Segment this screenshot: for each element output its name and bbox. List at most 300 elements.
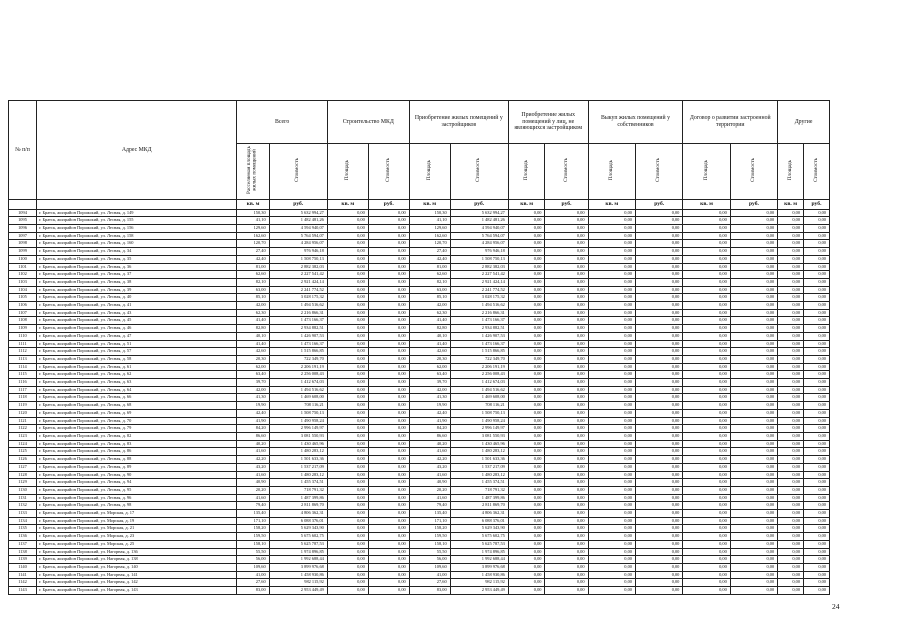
row-number: 1096 (9, 225, 37, 233)
group-purchase-non-developers: Приобретение жилых помещений у лиц, не являющихся застройщиком (508, 101, 588, 144)
unit-cost: руб. (545, 199, 588, 209)
unit-cost: руб. (635, 199, 682, 209)
row-buyout-cost: 0,00 (635, 456, 682, 464)
row-number: 1103 (9, 278, 37, 286)
row-developers-cost: 1 482 481,26 (450, 217, 508, 225)
row-construction-cost: 0,00 (368, 271, 409, 279)
unit-area: кв. м (588, 199, 635, 209)
row-other-area: 0,00 (778, 371, 804, 379)
row-non-developers-cost: 0,00 (545, 225, 588, 233)
row-territory-cost: 0,00 (730, 263, 777, 271)
row-non-developers-area: 0,00 (508, 340, 545, 348)
row-address: г. Братск, жилрайон Порожский, ул. Лесная, д. 66 (37, 394, 237, 402)
row-developers-cost: 1 480 283,12 (450, 471, 508, 479)
row-non-developers-area: 0,00 (508, 209, 545, 217)
row-territory-area: 0,00 (683, 463, 730, 471)
row-other-area: 0,00 (778, 325, 804, 333)
row-total-cost: 2 206 191,19 (269, 363, 327, 371)
row-territory-cost: 0,00 (730, 510, 777, 518)
row-buyout-area: 0,00 (588, 525, 635, 533)
row-address: г. Братск, жилрайон Порожский, ул. Лесная, д. 88 (37, 456, 237, 464)
row-non-developers-cost: 0,00 (545, 294, 588, 302)
row-non-developers-area: 0,00 (508, 355, 545, 363)
row-other-area: 0,00 (778, 440, 804, 448)
row-territory-area: 0,00 (683, 302, 730, 310)
row-other-area: 0,00 (778, 309, 804, 317)
sub-header-construction-area: Площадь (327, 144, 368, 200)
row-total-cost: 4 284 956,07 (269, 240, 327, 248)
row-territory-area: 0,00 (683, 402, 730, 410)
row-buyout-area: 0,00 (588, 448, 635, 456)
resettlement-table-sheet (8, 100, 830, 595)
row-developers-area: 55,50 (409, 548, 450, 556)
row-territory-area: 0,00 (683, 394, 730, 402)
row-other-cost: 0,00 (804, 510, 830, 518)
row-total-area: 158,20 (237, 525, 269, 533)
row-territory-cost: 0,00 (730, 548, 777, 556)
row-developers-cost: 5 632 994,27 (450, 209, 508, 217)
row-total-cost: 3 028 175,32 (269, 294, 327, 302)
table-row (9, 579, 830, 587)
row-construction-cost: 0,00 (368, 563, 409, 571)
row-non-developers-area: 0,00 (508, 363, 545, 371)
row-developers-area: 41,60 (409, 494, 450, 502)
row-other-area: 0,00 (778, 209, 804, 217)
row-developers-area: 129,60 (409, 225, 450, 233)
row-territory-area: 0,00 (683, 255, 730, 263)
row-construction-cost: 0,00 (368, 309, 409, 317)
row-non-developers-area: 0,00 (508, 348, 545, 356)
row-non-developers-area: 0,00 (508, 548, 545, 556)
row-territory-cost: 0,00 (730, 348, 777, 356)
row-total-cost: 5 625 787,53 (269, 540, 327, 548)
row-construction-area: 0,00 (327, 240, 368, 248)
row-total-cost: 2 934 882,51 (269, 325, 327, 333)
sub-header-other-cost: Стоимость (804, 144, 830, 200)
row-non-developers-area: 0,00 (508, 248, 545, 256)
row-construction-area: 0,00 (327, 579, 368, 587)
row-buyout-area: 0,00 (588, 394, 635, 402)
row-developers-cost: 982 115,92 (450, 579, 508, 587)
row-buyout-cost: 0,00 (635, 548, 682, 556)
row-territory-area: 0,00 (683, 571, 730, 579)
table-row (9, 448, 830, 456)
row-address: г. Братск, жилрайон Порожский, ул. Нагорная, д. 143 (37, 587, 237, 595)
row-total-cost: 1 469 608,00 (269, 394, 327, 402)
row-address: г. Братск, жилрайон Порожский, ул. Лесная, д. 155 (37, 217, 237, 225)
row-other-cost: 0,00 (804, 417, 830, 425)
row-buyout-cost: 0,00 (635, 302, 682, 310)
row-buyout-cost: 0,00 (635, 479, 682, 487)
row-construction-cost: 0,00 (368, 440, 409, 448)
row-other-area: 0,00 (778, 540, 804, 548)
row-construction-area: 0,00 (327, 456, 368, 464)
row-developers-area: 41,90 (409, 417, 450, 425)
row-non-developers-cost: 0,00 (545, 386, 588, 394)
row-territory-cost: 0,00 (730, 379, 777, 387)
row-buyout-area: 0,00 (588, 325, 635, 333)
row-developers-cost: 4 284 956,07 (450, 240, 508, 248)
row-territory-cost: 0,00 (730, 440, 777, 448)
row-total-area: 41,40 (237, 340, 269, 348)
row-buyout-cost: 0,00 (635, 394, 682, 402)
row-developers-area: 158,10 (409, 540, 450, 548)
row-other-cost: 0,00 (804, 355, 830, 363)
row-buyout-area: 0,00 (588, 425, 635, 433)
row-developers-area: 63,40 (409, 371, 450, 379)
row-developers-cost: 1 487 399,86 (450, 494, 508, 502)
row-number: 1106 (9, 302, 37, 310)
row-address: г. Братск, жилрайон Порожский, ул. Лесная, д. 34 (37, 248, 237, 256)
row-buyout-area: 0,00 (588, 517, 635, 525)
row-buyout-area: 0,00 (588, 355, 635, 363)
row-construction-area: 0,00 (327, 540, 368, 548)
row-other-area: 0,00 (778, 386, 804, 394)
row-developers-cost: 1 480 283,12 (450, 448, 508, 456)
row-construction-area: 0,00 (327, 409, 368, 417)
row-buyout-cost: 0,00 (635, 425, 682, 433)
row-construction-cost: 0,00 (368, 209, 409, 217)
col-number-header: № п/п (9, 101, 37, 200)
row-other-cost: 0,00 (804, 317, 830, 325)
row-buyout-cost: 0,00 (635, 286, 682, 294)
row-construction-area: 0,00 (327, 379, 368, 387)
row-number: 1117 (9, 386, 37, 394)
row-non-developers-cost: 0,00 (545, 309, 588, 317)
row-buyout-area: 0,00 (588, 263, 635, 271)
row-total-area: 41,60 (237, 494, 269, 502)
row-construction-cost: 0,00 (368, 571, 409, 579)
row-address: г. Братск, жилрайон Порожский, ул. Нагорная, д. 138 (37, 556, 237, 564)
row-territory-cost: 0,00 (730, 432, 777, 440)
row-developers-area: 109,60 (409, 563, 450, 571)
table-row (9, 587, 830, 595)
row-buyout-area: 0,00 (588, 317, 635, 325)
row-developers-area: 84,20 (409, 425, 450, 433)
row-non-developers-cost: 0,00 (545, 494, 588, 502)
row-territory-cost: 0,00 (730, 294, 777, 302)
row-developers-cost: 1 515 866,85 (450, 348, 508, 356)
row-non-developers-cost: 0,00 (545, 540, 588, 548)
row-address: г. Братск, жилрайон Порожский, ул. Лесная, д. 158 (37, 232, 237, 240)
group-other: Другие (778, 101, 830, 144)
row-total-cost: 1 487 399,86 (269, 494, 327, 502)
row-total-area: 56,00 (237, 556, 269, 564)
row-non-developers-cost: 0,00 (545, 525, 588, 533)
row-buyout-cost: 0,00 (635, 278, 682, 286)
row-territory-cost: 0,00 (730, 309, 777, 317)
row-address: г. Братск, жилрайон Порожский, ул. Лесная, д. 95 (37, 486, 237, 494)
row-address: г. Братск, жилрайон Порожский, ул. Лесная, д. 43 (37, 309, 237, 317)
row-construction-cost: 0,00 (368, 317, 409, 325)
row-total-area: 39,70 (237, 379, 269, 387)
row-number: 1118 (9, 394, 37, 402)
row-territory-cost: 0,00 (730, 417, 777, 425)
row-total-area: 20,20 (237, 486, 269, 494)
row-address: г. Братск, жилрайон Порожский, ул. Морская, д. 19 (37, 517, 237, 525)
row-address: г. Братск, жилрайон Порожский, ул. Лесная, д. 57 (37, 348, 237, 356)
row-territory-area: 0,00 (683, 363, 730, 371)
row-non-developers-area: 0,00 (508, 294, 545, 302)
row-territory-cost: 0,00 (730, 579, 777, 587)
row-construction-cost: 0,00 (368, 463, 409, 471)
row-construction-area: 0,00 (327, 448, 368, 456)
row-construction-area: 0,00 (327, 394, 368, 402)
resettlement-table (8, 100, 830, 595)
row-total-cost: 1 473 166,37 (269, 340, 327, 348)
row-territory-area: 0,00 (683, 409, 730, 417)
row-other-cost: 0,00 (804, 255, 830, 263)
row-construction-cost: 0,00 (368, 248, 409, 256)
row-address: г. Братск, жилрайон Порожский, ул. Лесная, д. 156 (37, 225, 237, 233)
row-number: 1136 (9, 533, 37, 541)
row-buyout-cost: 0,00 (635, 248, 682, 256)
row-developers-area: 42,40 (409, 255, 450, 263)
row-other-cost: 0,00 (804, 432, 830, 440)
row-territory-area: 0,00 (683, 217, 730, 225)
row-other-cost: 0,00 (804, 363, 830, 371)
row-non-developers-cost: 0,00 (545, 425, 588, 433)
row-construction-cost: 0,00 (368, 302, 409, 310)
row-developers-cost: 2 241 774,52 (450, 286, 508, 294)
row-territory-area: 0,00 (683, 240, 730, 248)
table-row (9, 571, 830, 579)
row-other-cost: 0,00 (804, 440, 830, 448)
row-construction-cost: 0,00 (368, 425, 409, 433)
row-construction-area: 0,00 (327, 263, 368, 271)
row-total-cost: 1 482 481,26 (269, 217, 327, 225)
row-developers-cost: 1 490 958,24 (450, 417, 508, 425)
row-construction-cost: 0,00 (368, 533, 409, 541)
unit-blank-address (37, 199, 237, 209)
row-other-area: 0,00 (778, 456, 804, 464)
row-number: 1112 (9, 348, 37, 356)
row-buyout-cost: 0,00 (635, 533, 682, 541)
row-construction-area: 0,00 (327, 217, 368, 225)
row-developers-area: 63,00 (409, 286, 450, 294)
row-territory-cost: 0,00 (730, 471, 777, 479)
table-row (9, 271, 830, 279)
row-buyout-cost: 0,00 (635, 340, 682, 348)
row-construction-cost: 0,00 (368, 432, 409, 440)
row-address: г. Братск, жилрайон Порожский, ул. Лесная, д. 89 (37, 463, 237, 471)
table-row (9, 317, 830, 325)
table-row (9, 556, 830, 564)
row-construction-cost: 0,00 (368, 286, 409, 294)
table-row (9, 563, 830, 571)
row-territory-area: 0,00 (683, 371, 730, 379)
row-other-area: 0,00 (778, 379, 804, 387)
row-buyout-cost: 0,00 (635, 294, 682, 302)
row-developers-cost: 2 206 191,19 (450, 363, 508, 371)
table-row (9, 440, 830, 448)
row-non-developers-cost: 0,00 (545, 209, 588, 217)
row-other-cost: 0,00 (804, 525, 830, 533)
row-non-developers-cost: 0,00 (545, 325, 588, 333)
row-other-area: 0,00 (778, 217, 804, 225)
row-territory-cost: 0,00 (730, 302, 777, 310)
row-other-cost: 0,00 (804, 209, 830, 217)
row-developers-area: 42,60 (409, 348, 450, 356)
page-number: 24 (832, 602, 840, 611)
unit-area: кв. м (683, 199, 730, 209)
row-buyout-area: 0,00 (588, 533, 635, 541)
col-address-header: Адрес МКД (37, 101, 237, 200)
row-other-cost: 0,00 (804, 563, 830, 571)
row-other-area: 0,00 (778, 563, 804, 571)
row-construction-area: 0,00 (327, 386, 368, 394)
row-territory-area: 0,00 (683, 425, 730, 433)
row-number: 1143 (9, 587, 37, 595)
row-other-area: 0,00 (778, 263, 804, 271)
row-construction-cost: 0,00 (368, 494, 409, 502)
row-non-developers-area: 0,00 (508, 402, 545, 410)
table-row (9, 240, 830, 248)
row-total-cost: 1 501 633,36 (269, 456, 327, 464)
row-buyout-cost: 0,00 (635, 525, 682, 533)
row-non-developers-area: 0,00 (508, 579, 545, 587)
row-other-cost: 0,00 (804, 471, 830, 479)
row-non-developers-cost: 0,00 (545, 448, 588, 456)
sub-header-other-area: Площадь (778, 144, 804, 200)
row-developers-area: 159,50 (409, 533, 450, 541)
row-non-developers-area: 0,00 (508, 371, 545, 379)
row-territory-area: 0,00 (683, 348, 730, 356)
table-row (9, 379, 830, 387)
row-buyout-cost: 0,00 (635, 379, 682, 387)
row-other-cost: 0,00 (804, 278, 830, 286)
row-territory-cost: 0,00 (730, 463, 777, 471)
row-address: г. Братск, жилрайон Порожский, ул. Лесная, д. 62 (37, 371, 237, 379)
row-other-cost: 0,00 (804, 225, 830, 233)
row-address: г. Братск, жилрайон Порожский, ул. Морская, д. 21 (37, 525, 237, 533)
row-non-developers-area: 0,00 (508, 571, 545, 579)
row-buyout-area: 0,00 (588, 440, 635, 448)
row-total-area: 171,10 (237, 517, 269, 525)
row-other-cost: 0,00 (804, 486, 830, 494)
row-other-area: 0,00 (778, 332, 804, 340)
row-buyout-area: 0,00 (588, 302, 635, 310)
row-non-developers-cost: 0,00 (545, 332, 588, 340)
row-territory-area: 0,00 (683, 548, 730, 556)
unit-area: кв. м (327, 199, 368, 209)
row-non-developers-cost: 0,00 (545, 479, 588, 487)
row-other-area: 0,00 (778, 463, 804, 471)
row-number: 1127 (9, 463, 37, 471)
row-total-area: 43,20 (237, 463, 269, 471)
row-developers-cost: 3 899 976,68 (450, 563, 508, 571)
row-other-cost: 0,00 (804, 425, 830, 433)
row-non-developers-area: 0,00 (508, 556, 545, 564)
row-construction-area: 0,00 (327, 463, 368, 471)
row-total-area: 62,30 (237, 309, 269, 317)
row-construction-cost: 0,00 (368, 255, 409, 263)
row-territory-cost: 0,00 (730, 563, 777, 571)
row-number: 1139 (9, 556, 37, 564)
row-total-cost: 2 811 869,70 (269, 502, 327, 510)
row-developers-area: 62,30 (409, 309, 450, 317)
row-number: 1124 (9, 440, 37, 448)
row-territory-cost: 0,00 (730, 448, 777, 456)
row-territory-cost: 0,00 (730, 540, 777, 548)
row-other-area: 0,00 (778, 394, 804, 402)
row-construction-area: 0,00 (327, 355, 368, 363)
row-non-developers-area: 0,00 (508, 502, 545, 510)
row-developers-area: 40,20 (409, 440, 450, 448)
row-number: 1140 (9, 563, 37, 571)
row-address: г. Братск, жилрайон Порожский, ул. Лесная, д. 47 (37, 332, 237, 340)
row-total-area: 82,10 (237, 278, 269, 286)
table-row (9, 209, 830, 217)
row-address: г. Братск, жилрайон Порожский, ул. Лесная, д. 70 (37, 417, 237, 425)
row-address: г. Братск, жилрайон Порожский, ул. Лесная, д. 86 (37, 448, 237, 456)
row-non-developers-cost: 0,00 (545, 263, 588, 271)
row-number: 1111 (9, 340, 37, 348)
row-developers-area: 39,70 (409, 379, 450, 387)
row-developers-cost: 1 458 930,86 (450, 571, 508, 579)
row-total-area: 41,60 (237, 448, 269, 456)
row-territory-area: 0,00 (683, 479, 730, 487)
row-other-cost: 0,00 (804, 587, 830, 595)
row-non-developers-area: 0,00 (508, 463, 545, 471)
row-other-area: 0,00 (778, 571, 804, 579)
row-number: 1137 (9, 540, 37, 548)
row-developers-cost: 1 508 750,13 (450, 409, 508, 417)
row-non-developers-area: 0,00 (508, 317, 545, 325)
row-developers-area: 42,00 (409, 302, 450, 310)
row-construction-area: 0,00 (327, 248, 368, 256)
row-number: 1104 (9, 286, 37, 294)
row-construction-cost: 0,00 (368, 348, 409, 356)
row-developers-area: 162,60 (409, 232, 450, 240)
row-total-cost: 1 430 465,96 (269, 440, 327, 448)
row-address: г. Братск, жилрайон Порожский, ул. Нагорная, д. 142 (37, 579, 237, 587)
table-row (9, 502, 830, 510)
row-non-developers-area: 0,00 (508, 517, 545, 525)
row-non-developers-cost: 0,00 (545, 587, 588, 595)
row-buyout-area: 0,00 (588, 294, 635, 302)
row-developers-area: 56,00 (409, 556, 450, 564)
row-construction-cost: 0,00 (368, 363, 409, 371)
row-construction-cost: 0,00 (368, 225, 409, 233)
row-address: г. Братск, жилрайон Порожский, ул. Лесная, д. 82 (37, 432, 237, 440)
row-construction-cost: 0,00 (368, 325, 409, 333)
row-number: 1108 (9, 317, 37, 325)
row-construction-cost: 0,00 (368, 371, 409, 379)
row-total-area: 42,20 (237, 456, 269, 464)
group-buyout-owners: Выкуп жилых помещений у собственников (588, 101, 683, 144)
row-address: г. Братск, жилрайон Порожский, ул. Лесная, д. 90 (37, 471, 237, 479)
row-non-developers-area: 0,00 (508, 255, 545, 263)
row-buyout-area: 0,00 (588, 278, 635, 286)
row-construction-area: 0,00 (327, 278, 368, 286)
table-row (9, 425, 830, 433)
row-total-cost: 6 088 376,01 (269, 517, 327, 525)
row-number: 1102 (9, 271, 37, 279)
row-territory-area: 0,00 (683, 248, 730, 256)
row-other-area: 0,00 (778, 425, 804, 433)
row-territory-cost: 0,00 (730, 456, 777, 464)
row-other-cost: 0,00 (804, 494, 830, 502)
row-construction-cost: 0,00 (368, 379, 409, 387)
row-non-developers-cost: 0,00 (545, 417, 588, 425)
row-territory-cost: 0,00 (730, 525, 777, 533)
row-developers-cost: 3 081 550,93 (450, 432, 508, 440)
row-other-area: 0,00 (778, 240, 804, 248)
row-buyout-cost: 0,00 (635, 494, 682, 502)
row-address: г. Братск, жилрайон Порожский, ул. Лесная, д. 35 (37, 255, 237, 263)
table-row (9, 248, 830, 256)
